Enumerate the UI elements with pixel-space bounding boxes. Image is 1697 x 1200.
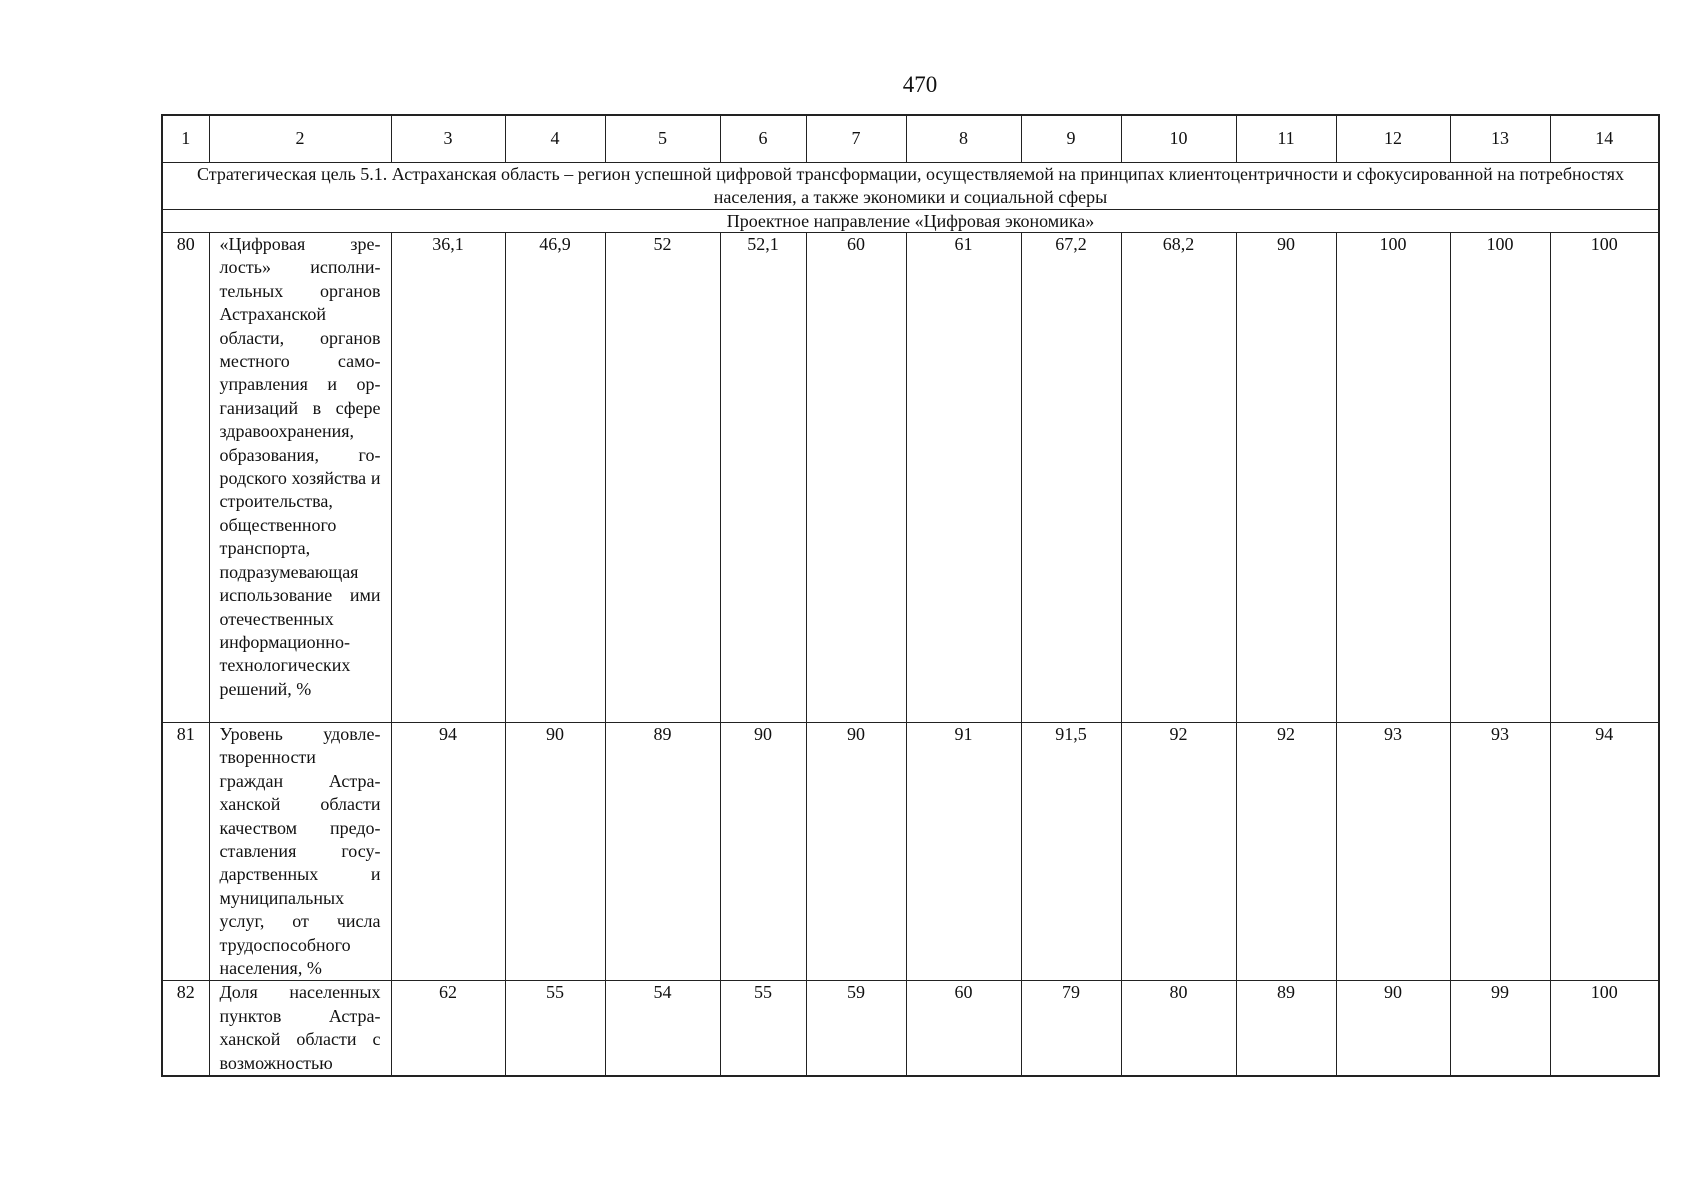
page-number: 470 (902, 72, 938, 97)
column-header: 11 (1236, 115, 1336, 163)
column-header: 3 (391, 115, 505, 163)
column-header: 7 (806, 115, 906, 163)
column-header: 9 (1021, 115, 1121, 163)
column-header: 6 (720, 115, 806, 163)
indicator-name: «Цифровая зрелость» исполнительных органов Астраханской области, органов местного самоуправления и организаций в сфере здравоохранения, образования, городского хозяйства и строительства, общественного транспорта, подразумевающая использование ими отечественных информационно-технологических решений, % (209, 233, 391, 723)
value-cell: 79 (1021, 981, 1121, 1076)
column-header: 10 (1121, 115, 1236, 163)
value-cell: 55 (720, 981, 806, 1076)
value-cell: 52 (605, 233, 720, 723)
value-cell: 100 (1336, 233, 1450, 723)
value-cell: 60 (906, 981, 1021, 1076)
column-header: 5 (605, 115, 720, 163)
column-header: 12 (1336, 115, 1450, 163)
value-cell: 46,9 (505, 233, 605, 723)
value-cell: 68,2 (1121, 233, 1236, 723)
strategic-goal: Стратегическая цель 5.1. Астраханская область – регион успешной цифровой трансформации, осуществляемой на принципах клиентоцентричности и сфокусированной на потребностях населения, а также экономики и социальной сферы (162, 163, 1659, 210)
value-cell: 89 (605, 723, 720, 981)
value-cell: 60 (806, 233, 906, 723)
table-row (162, 723, 1659, 981)
value-cell: 90 (720, 723, 806, 981)
value-cell: 100 (1550, 233, 1659, 723)
value-cell: 67,2 (1021, 233, 1121, 723)
value-cell: 61 (906, 233, 1021, 723)
indicator-name: Доля населенных пунктов Астраханской области с возможностью (209, 981, 391, 1076)
value-cell: 90 (505, 723, 605, 981)
indicator-name: Уровень удовлетворенности граждан Астраханской области качеством предоставления государственных и муниципальных услуг, от числа трудоспособного населения, % (209, 723, 391, 981)
value-cell: 94 (1550, 723, 1659, 981)
value-cell: 91,5 (1021, 723, 1121, 981)
column-header: 1 (162, 115, 209, 163)
value-cell: 92 (1236, 723, 1336, 981)
value-cell: 93 (1336, 723, 1450, 981)
value-cell: 80 (1121, 981, 1236, 1076)
value-cell: 100 (1450, 233, 1550, 723)
column-numbers-row (162, 115, 1659, 163)
row-number: 81 (162, 723, 209, 981)
row-number: 82 (162, 981, 209, 1076)
value-cell: 92 (1121, 723, 1236, 981)
value-cell: 91 (906, 723, 1021, 981)
row-number: 80 (162, 233, 209, 723)
indicators-table (161, 114, 1660, 1077)
value-cell: 99 (1450, 981, 1550, 1076)
value-cell: 90 (1336, 981, 1450, 1076)
column-header: 4 (505, 115, 605, 163)
value-cell: 93 (1450, 723, 1550, 981)
column-header: 2 (209, 115, 391, 163)
value-cell: 54 (605, 981, 720, 1076)
project-direction: Проектное направление «Цифровая экономика» (162, 210, 1659, 233)
goal-row (162, 163, 1659, 210)
value-cell: 59 (806, 981, 906, 1076)
direction-row (162, 210, 1659, 233)
value-cell: 100 (1550, 981, 1659, 1076)
value-cell: 89 (1236, 981, 1336, 1076)
value-cell: 55 (505, 981, 605, 1076)
value-cell: 62 (391, 981, 505, 1076)
column-header: 13 (1450, 115, 1550, 163)
value-cell: 94 (391, 723, 505, 981)
value-cell: 36,1 (391, 233, 505, 723)
table-row (162, 233, 1659, 723)
value-cell: 90 (806, 723, 906, 981)
column-header: 8 (906, 115, 1021, 163)
column-header: 14 (1550, 115, 1659, 163)
value-cell: 90 (1236, 233, 1336, 723)
value-cell: 52,1 (720, 233, 806, 723)
table-row (162, 981, 1659, 1076)
